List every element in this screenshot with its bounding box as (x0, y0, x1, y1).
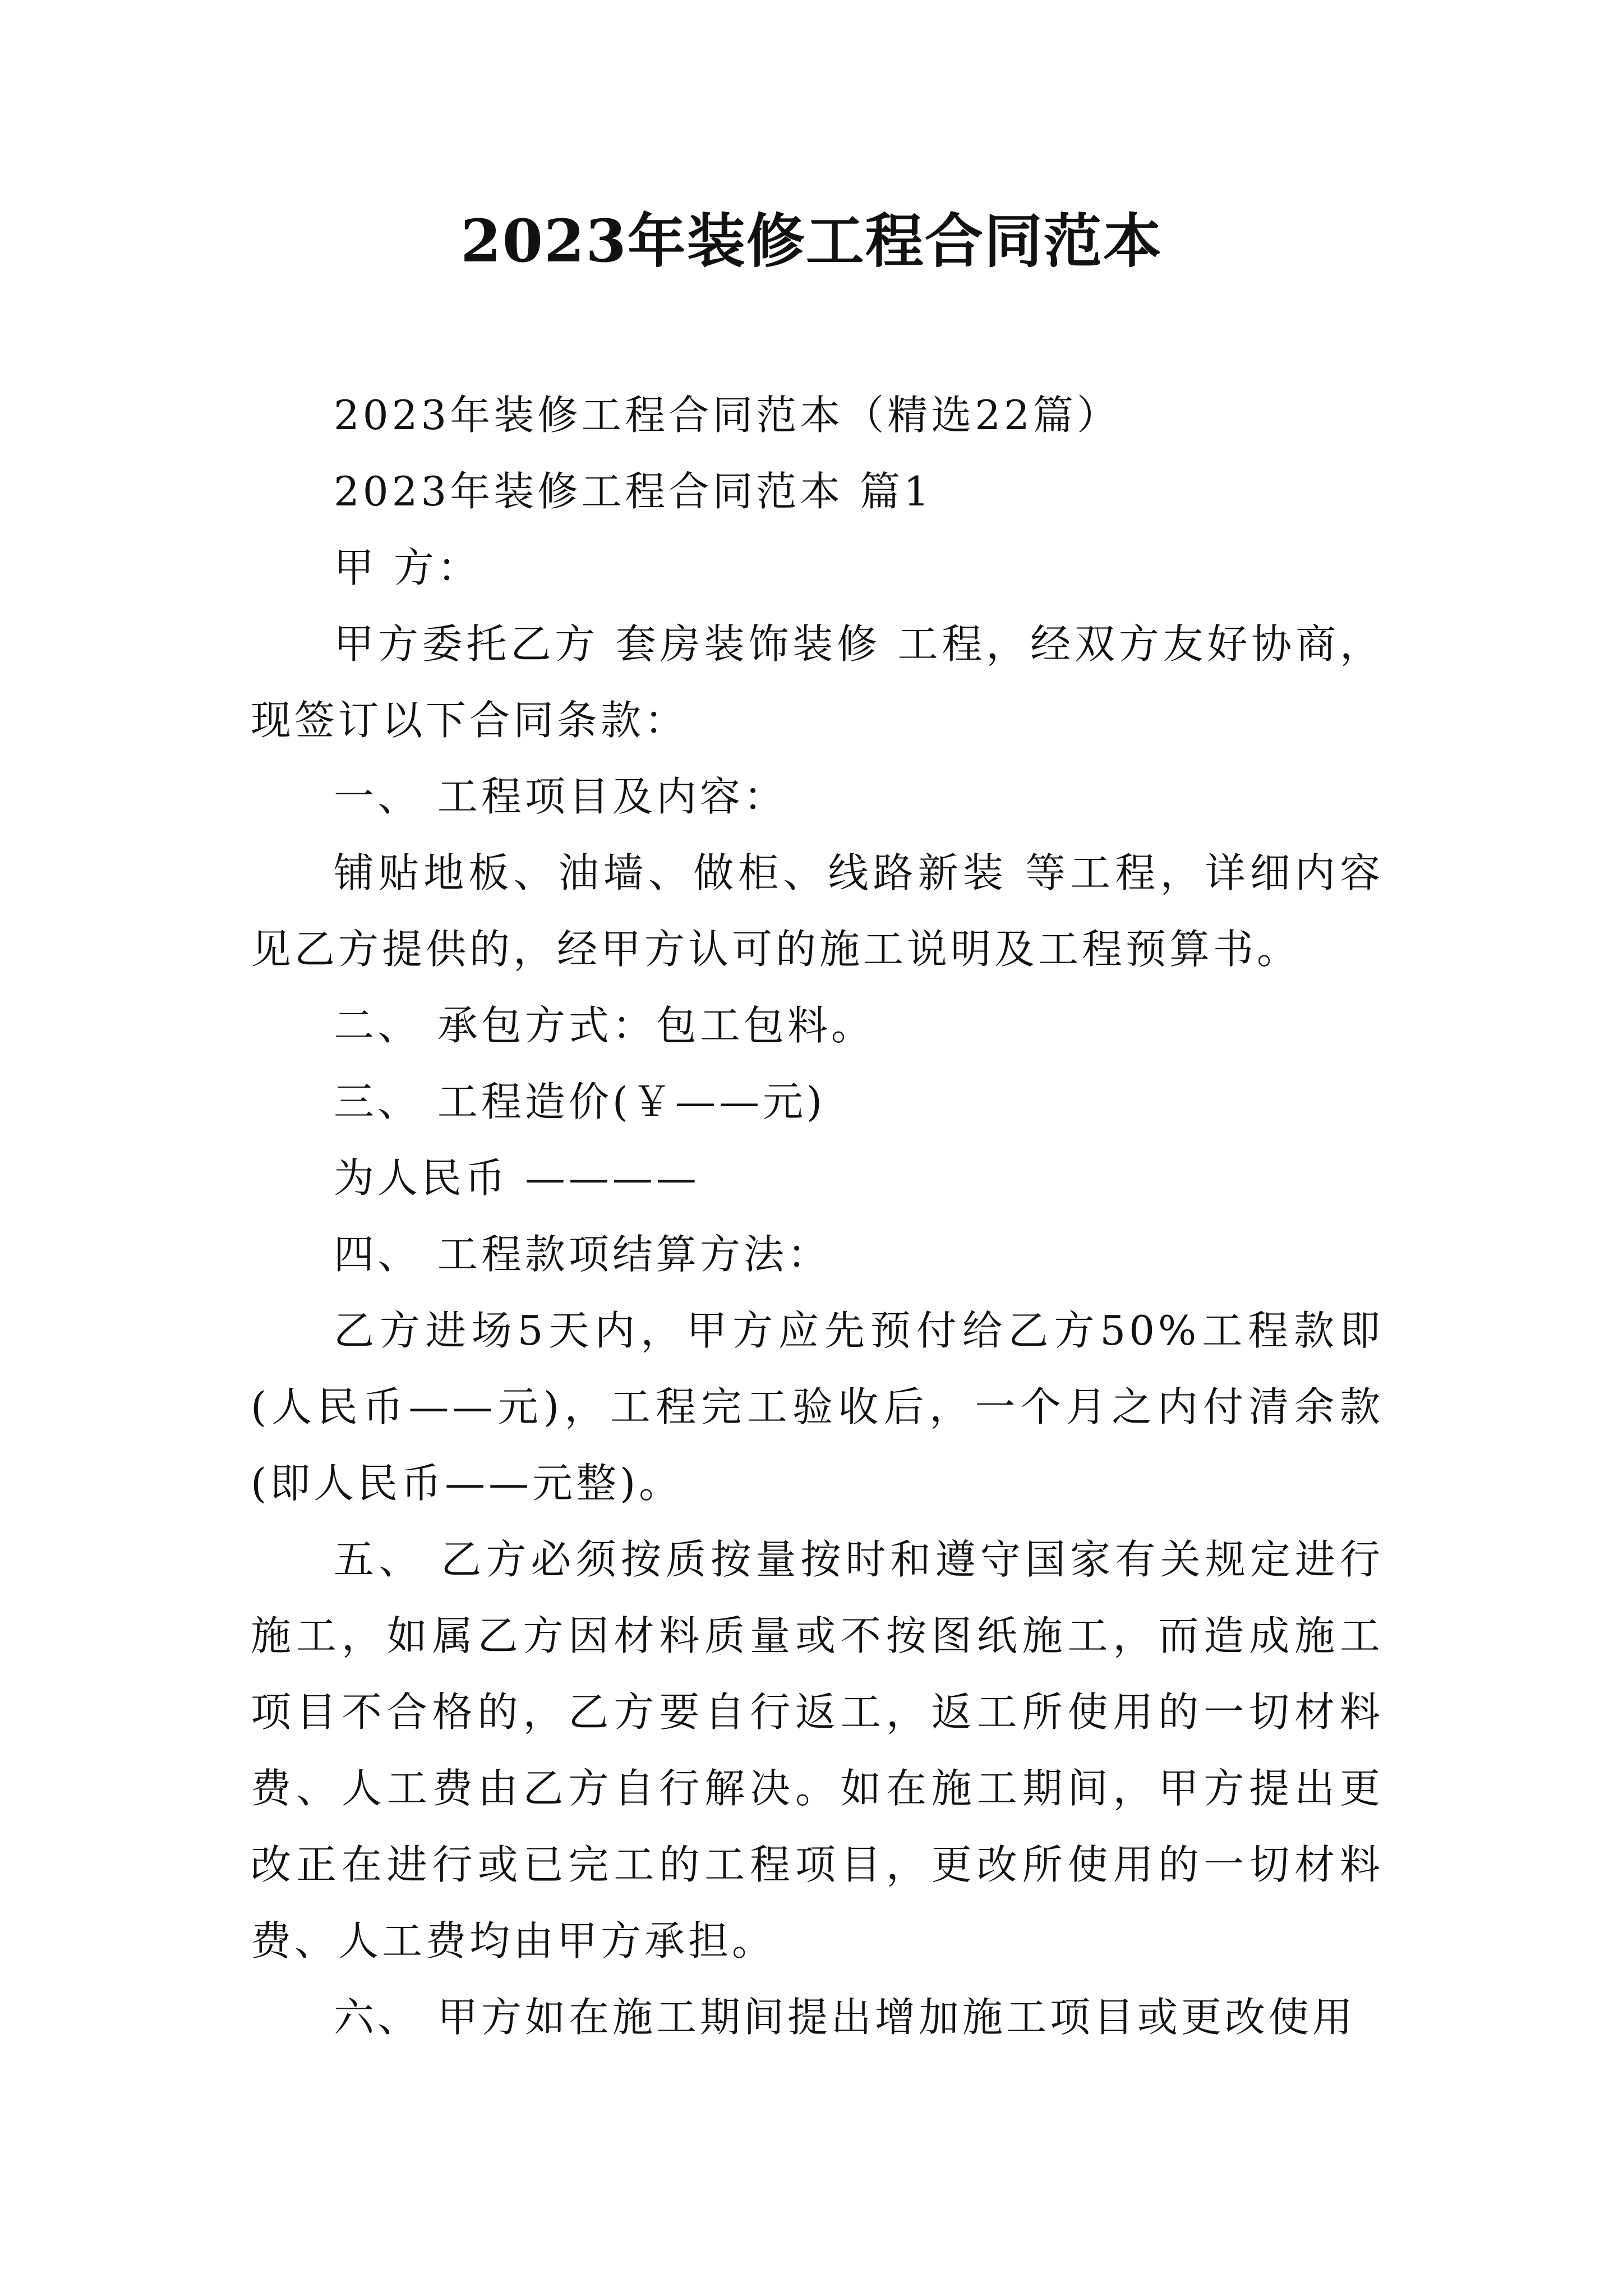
clause-6: 六、 甲方如在施工期间提出增加施工项目或更改使用 (334, 1994, 1356, 2041)
document-title: 2023年装修工程合同范本 (460, 206, 1163, 275)
clause-3: 三、 工程造价(￥——元) (334, 1078, 826, 1125)
paragraph-intro: 甲方委托乙方 套房装饰装修 工程，经双方友好协商，现签订以下合同条款： (251, 620, 1384, 744)
clause-2: 二、 承包方式：包工包料。 (334, 1002, 875, 1049)
clause-5: 五、 乙方必须按质按量按时和遵守国家有关规定进行施工，如属乙方因材料质量或不按图纸施工，而造成施工项目不合格的，乙方要自行返工，返工所使用的一切材料费、人工费由乙方自行解决。如在施工期间，甲方提出更改正在进行或已完工的工程项目，更改所使用的一切材料费、人工费均由甲方承担。 (251, 1536, 1384, 1964)
document-body (251, 377, 1384, 2055)
clause-4-content: 乙方进场5天内，甲方应先预付给乙方50%工程款即(人民币——元)，工程完工验收后，一个月之内付清余款(即人民币——元整)。 (251, 1307, 1384, 1507)
clause-3-amount: 为人民币 ———— (334, 1154, 700, 1202)
clause-1-heading: 一、 工程项目及内容： (334, 773, 787, 820)
clause-4-heading: 四、 工程款项结算方法： (334, 1231, 831, 1278)
paragraph-subtitle: 2023年装修工程合同范本（精选22篇） (334, 392, 1121, 439)
paragraph-party-a: 甲 方： (334, 544, 481, 591)
paragraph-part-heading: 2023年装修工程合同范本 篇1 (334, 468, 933, 515)
clause-1-content: 铺贴地板、油墙、做柜、线路新装 等工程，详细内容见乙方提供的，经甲方认可的施工说明及工程预算书。 (251, 849, 1384, 973)
